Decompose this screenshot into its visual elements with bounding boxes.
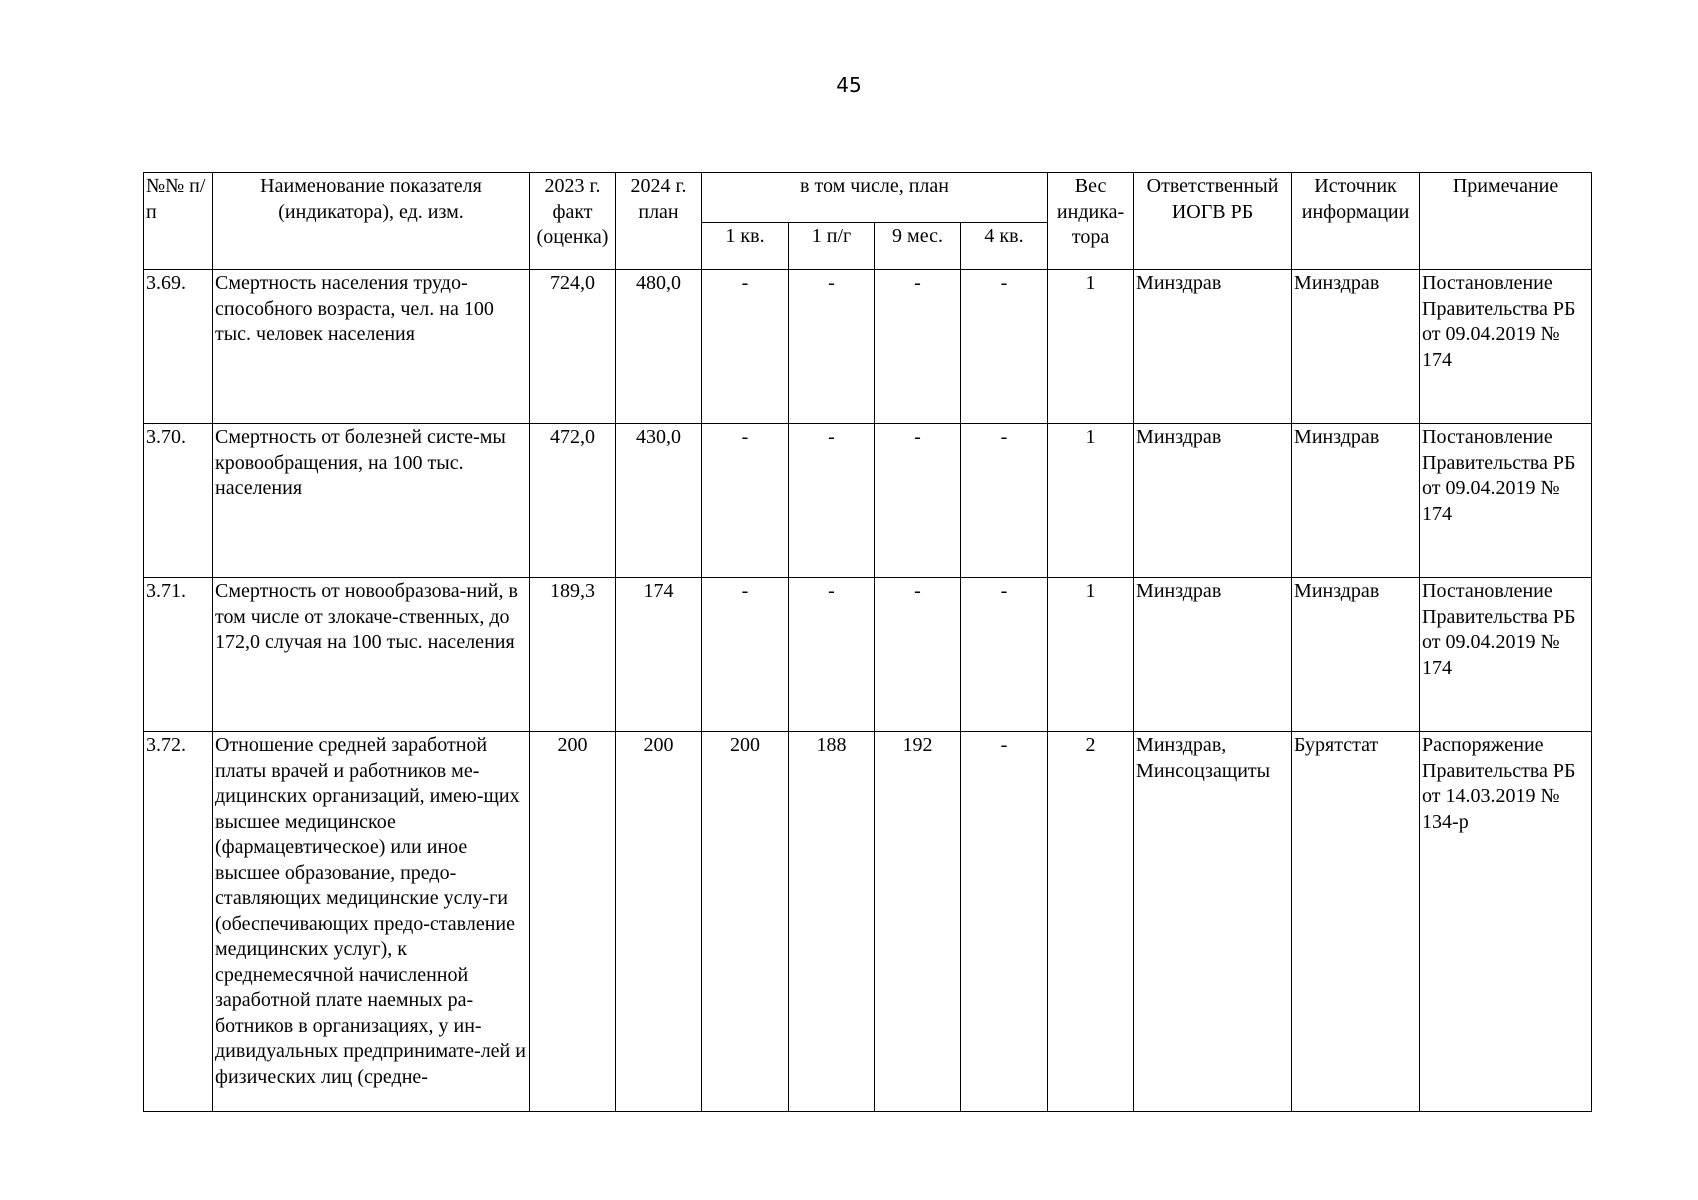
- table-row: [144, 424, 1592, 578]
- row-h1-value: 188: [789, 732, 875, 1112]
- row-indicator-name: Смертность от болезней систе-мы кровообращения, на 100 тыс. населения: [213, 424, 530, 578]
- row-source: Минздрав: [1292, 424, 1420, 578]
- header-source: Источник информации: [1292, 173, 1420, 270]
- row-2023-value: 724,0: [530, 270, 616, 424]
- row-2023-value: 200: [530, 732, 616, 1112]
- row-indicator-name: Смертность населения трудо-способного возраста, чел. на 100 тыс. человек населения: [213, 270, 530, 424]
- row-responsible: Минздрав: [1134, 424, 1292, 578]
- row-responsible: Минздрав, Минсоцзащиты: [1134, 732, 1292, 1112]
- row-q1-value: -: [702, 270, 789, 424]
- row-q4-value: -: [961, 270, 1048, 424]
- row-source: Минздрав: [1292, 270, 1420, 424]
- row-weight: 2: [1048, 732, 1134, 1112]
- row-h1-value: -: [789, 424, 875, 578]
- row-q4-value: -: [961, 578, 1048, 732]
- row-2024-value: 480,0: [616, 270, 702, 424]
- header-including-plan: в том числе, план: [702, 173, 1048, 223]
- row-9m-value: -: [875, 424, 961, 578]
- row-indicator-name: Смертность от новообразова-ний, в том числе от злокаче-ственных, до 172,0 случая на 100 тыс. населения: [213, 578, 530, 732]
- row-num: 3.72.: [144, 732, 213, 1112]
- row-h1-value: -: [789, 270, 875, 424]
- header-9m: 9 мес.: [875, 223, 961, 270]
- row-2023-value: 189,3: [530, 578, 616, 732]
- row-q1-value: -: [702, 578, 789, 732]
- row-9m-value: -: [875, 578, 961, 732]
- row-9m-value: 192: [875, 732, 961, 1112]
- row-weight: 1: [1048, 270, 1134, 424]
- row-note: Постановление Правительства РБ от 09.04.2019 № 174: [1420, 578, 1592, 732]
- row-indicator-name: Отношение средней заработной платы врачей и работников ме-дицинских организаций, имею-щих высшее медицинское (фармацевтическое) или иное высшее образование, предо-ставляющих медицинские услу-ги (обеспечивающих предо-ставление медицинских услуг), к среднемесячной начисленной заработной плате наемных ра-ботников в организациях, у ин-дивидуальных предпринимате-лей и физических лиц (средне-: [213, 732, 530, 1112]
- row-responsible: Минздрав: [1134, 578, 1292, 732]
- row-2023-value: 472,0: [530, 424, 616, 578]
- header-q1: 1 кв.: [702, 223, 789, 270]
- header-weight: Вес индика-тора: [1048, 173, 1134, 270]
- row-h1-value: -: [789, 578, 875, 732]
- header-h1: 1 п/г: [789, 223, 875, 270]
- table-row: [144, 578, 1592, 732]
- header-name: Наименование показателя (индикатора), ед. изм.: [213, 173, 530, 270]
- row-num: 3.70.: [144, 424, 213, 578]
- row-note: Постановление Правительства РБ от 09.04.2019 № 174: [1420, 270, 1592, 424]
- row-num: 3.69.: [144, 270, 213, 424]
- header-num: №№ п/п: [144, 173, 213, 270]
- row-9m-value: -: [875, 270, 961, 424]
- row-q1-value: -: [702, 424, 789, 578]
- page-number: 45: [836, 73, 862, 97]
- row-q1-value: 200: [702, 732, 789, 1112]
- header-2023: 2023 г. факт (оценка): [530, 173, 616, 270]
- header-2024: 2024 г. план: [616, 173, 702, 270]
- row-weight: 1: [1048, 424, 1134, 578]
- header-note: Примечание: [1420, 173, 1592, 270]
- table-row: [144, 732, 1592, 1112]
- row-q4-value: -: [961, 732, 1048, 1112]
- row-note: Постановление Правительства РБ от 09.04.2019 № 174: [1420, 424, 1592, 578]
- row-2024-value: 200: [616, 732, 702, 1112]
- row-source: Минздрав: [1292, 578, 1420, 732]
- row-note: Распоряжение Правительства РБ от 14.03.2019 № 134-р: [1420, 732, 1592, 1112]
- table-row: [144, 270, 1592, 424]
- row-source: Бурятстат: [1292, 732, 1420, 1112]
- header-q4: 4 кв.: [961, 223, 1048, 270]
- row-responsible: Минздрав: [1134, 270, 1292, 424]
- row-2024-value: 430,0: [616, 424, 702, 578]
- row-2024-value: 174: [616, 578, 702, 732]
- row-q4-value: -: [961, 424, 1048, 578]
- row-num: 3.71.: [144, 578, 213, 732]
- indicators-table: [143, 172, 1592, 1112]
- row-weight: 1: [1048, 578, 1134, 732]
- header-responsible: Ответственный ИОГВ РБ: [1134, 173, 1292, 270]
